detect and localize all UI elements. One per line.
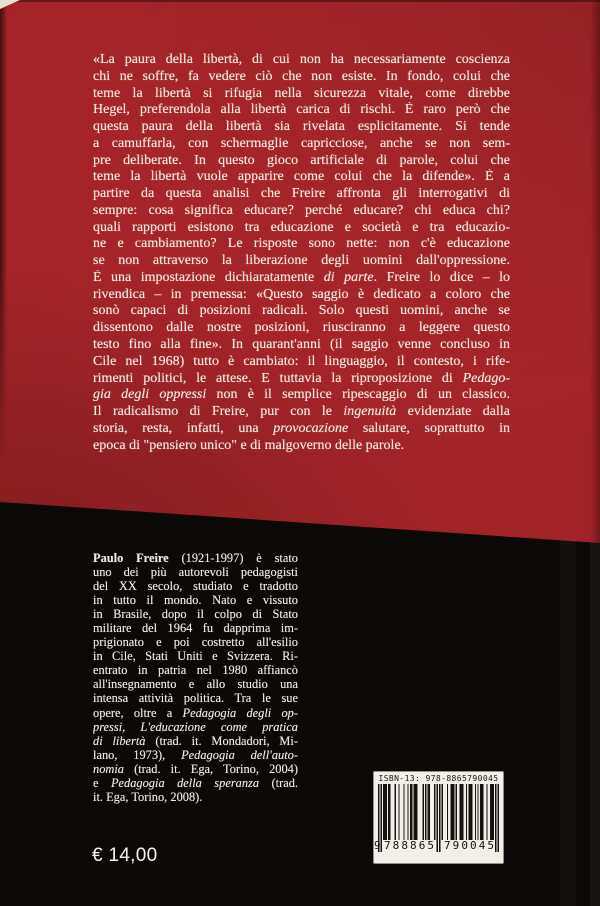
quote-text	[93, 52, 510, 454]
quote-line: chi ne soffre, fa vedere ciò che non esiste. In fondo, colui che	[93, 68, 510, 84]
quote-line: sempre: cosa significa educare? perché educare? chi educa chi?	[93, 202, 510, 218]
bio-line: Paulo Freire (1921-1997) è stato	[93, 551, 298, 565]
quote-line: dissentono dalle nostre posizioni, riusciranno a leggere questo	[93, 320, 510, 336]
quote-line: Hegel, preferendola alla libertà carica di rischi. È raro però che	[93, 102, 510, 118]
quote-line: rimenti politici, le attese. E tuttavia la riproposizione di Pedago-	[93, 370, 510, 386]
left-edge-shadow	[0, 0, 7, 470]
quote-line: quali rapporti esistono tra educazione e società e tra educazio-	[93, 219, 510, 235]
quote-line: partire da questa analisi che Freire affronta gli interrogativi di	[93, 186, 510, 202]
quote-line: ne e cambiamento? Le risposte sono nette: non c'è educazione	[93, 236, 510, 252]
bio-line: lano, 1973), Pedagogia dell'auto-	[93, 747, 298, 762]
quote-line: a camuffarla, con schermaglie capricciose, anche se non sem-	[93, 135, 510, 151]
bio-line: intensa attività politica. Tra le sue	[93, 691, 298, 706]
quote-line: storia, resta, infatti, una provocazione salutare, soprattutto in	[93, 420, 510, 436]
bio-line: in Cile, Stati Uniti e Svizzera. Ri-	[93, 649, 298, 664]
cover-edge-highlight-far	[590, 520, 600, 906]
barcode-digit-group: 7 8 8 8 6 5	[384, 839, 434, 852]
bio-line: prigionato e poi costretto all'esilio	[93, 635, 298, 650]
quote-line: se non attraverso la liberazione degli uomini dall'oppressione.	[93, 253, 510, 269]
bio-line: del XX secolo, studiato e tradotto	[93, 579, 298, 594]
quote-line: Cile nel 1968) tutto è cambiato: il linguaggio, il contesto, i rife-	[93, 353, 510, 369]
quote-line: gia degli oppressi non è il semplice ripescaggio di un classico.	[93, 387, 510, 403]
quote-line: sonò capaci di posizioni radicali. Solo questi uomini, anche se	[93, 303, 510, 319]
bio-line: militare del 1964 fu dapprima im-	[93, 621, 298, 636]
bio-line: entrato in patria nel 1980 affiancò	[93, 663, 298, 678]
right-edge-shadow	[590, 0, 600, 545]
barcode-digit-group: 7 9 0 0 4 5	[444, 839, 494, 852]
bio-line: in Brasile, dopo il colpo di Stato	[93, 607, 298, 622]
quote-line: È una impostazione dichiaratamente di parte. Freire lo dice – lo	[93, 269, 510, 285]
bio-text	[93, 551, 298, 804]
quote-line: testo fino alla fine». In quarant'anni (il saggio venne concluso in	[93, 337, 510, 353]
quote-line: epoca di "pensiero unico" e di malgoverno delle parole.	[93, 437, 405, 453]
quote-line: teme la libertà vuole apparire come colui che la difende». È a	[93, 169, 510, 185]
quote-line: «La paura della libertà, di cui non ha necessariamente coscienza	[93, 52, 510, 67]
bio-line: di libertà (trad. it. Mondadori, Mi-	[93, 733, 298, 748]
bio-line: uno dei più autorevoli pedagogisti	[93, 565, 298, 580]
price-label: € 14,00	[92, 845, 158, 866]
quote-line: teme la libertà si rifugia nella sicurezza vitale, come direbbe	[93, 85, 510, 101]
barcode-digit-group: 9	[374, 839, 381, 852]
bio-line: it. Ega, Torino, 2008).	[93, 789, 203, 804]
quote-line: Il radicalismo di Freire, pur con le ingenuità evidenziate dalla	[93, 404, 510, 420]
top-edge-shadow	[0, 0, 600, 2]
bio-line: all'insegnamento e allo studio una	[93, 677, 298, 692]
quote-line: pre deliberate. In questo gioco artificiale di parole, colui che	[93, 152, 510, 168]
bio-line: opere, oltre a Pedagogia degli op-	[93, 705, 298, 720]
bio-line: pressi, L'educazione come pratica	[93, 719, 298, 734]
barcode-isbn-label: ISBN-13: 978-8865790045	[378, 774, 499, 783]
barcode	[373, 771, 504, 864]
bio-line: nomia (trad. it. Ega, Torino, 2004)	[93, 761, 298, 776]
cover-edge-highlight	[560, 500, 576, 906]
quote-line: rivendica – in premessa: «Questo saggio è dedicato a coloro che	[93, 286, 510, 302]
barcode-digits	[373, 839, 504, 853]
bio-line: in tutto il mondo. Nato e vissuto	[93, 593, 298, 608]
bio-line: e Pedagogia della speranza (trad.	[93, 775, 298, 790]
quote-line: questa paura della libertà sia rivelata esplicitamente. Si tende	[93, 119, 510, 135]
